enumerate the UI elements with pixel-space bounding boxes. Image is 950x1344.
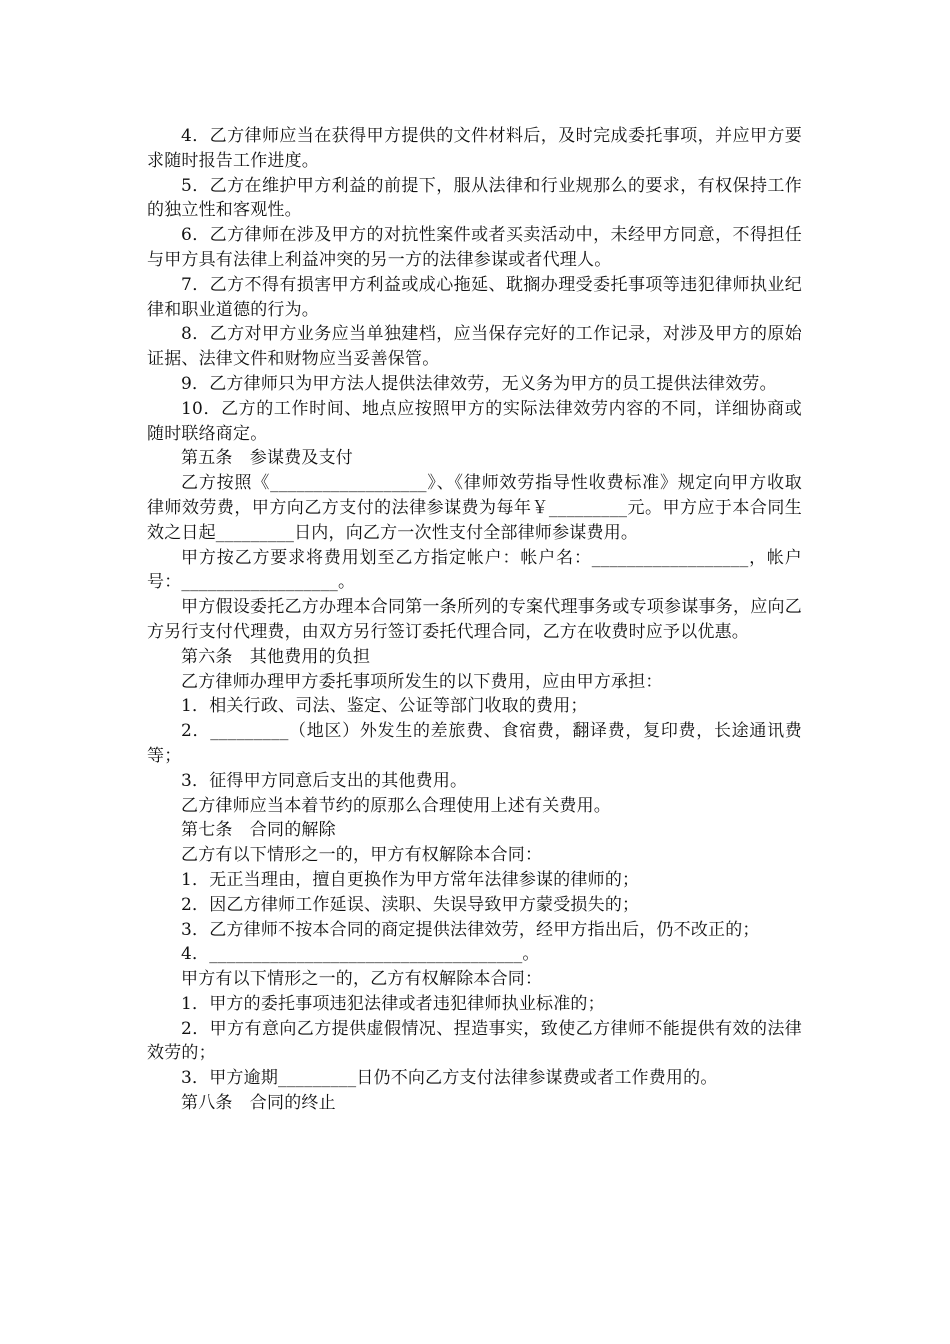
contract-body bbox=[147, 124, 802, 1116]
expenses-intro-paragraph: 乙方律师办理甲方委托事项所发生的以下费用，应由甲方承担： bbox=[181, 671, 663, 692]
clause-4-paragraph: 4．乙方律师应当在获得甲方提供的文件材料后，及时完成委托事项，并应甲方要求随时报告工作进度。 bbox=[147, 126, 802, 171]
party-b-termination-item-2: 2．甲方有意向乙方提供虚假情况、捏造事实，致使乙方律师不能提供有效的法律效劳的； bbox=[147, 1018, 802, 1064]
party-a-termination-item-4: 4．____________________________________。 bbox=[181, 944, 540, 965]
expense-item-1: 1．相关行政、司法、鉴定、公证等部门收取的费用； bbox=[181, 696, 588, 717]
expense-economy-paragraph: 乙方律师应当本着节约的原那么合理使用上述有关费用。 bbox=[181, 795, 611, 816]
clause-9-paragraph: 9．乙方律师只为甲方法人提供法律效劳，无义务为甲方的员工提供法律效劳。 bbox=[181, 373, 777, 394]
party-a-termination-intro: 乙方有以下情形之一的，甲方有权解除本合同： bbox=[181, 845, 543, 866]
article-6-heading: 第六条 其他费用的负担 bbox=[181, 646, 371, 667]
party-b-termination-item-1: 1．甲方的委托事项违犯法律或者违犯律师执业标准的； bbox=[181, 993, 605, 1014]
fee-standard-paragraph: 乙方按照《__________________》、《律师效劳指导性收费标准》规定向甲方收取律师效劳费，甲方向乙方支付的法律参谋费为每年￥_________元。甲方应于本合同生效之日起_________日内，向乙方一次性支付全部律师参谋费用。 bbox=[147, 473, 802, 543]
party-a-termination-item-1: 1．无正当理由，擅自更换作为甲方常年法律参谋的律师的； bbox=[181, 869, 640, 890]
clause-6-paragraph: 6．乙方律师在涉及甲方的对抗性案件或者买卖活动中，未经甲方同意，不得担任与甲方具有法律上利益冲突的另一方的法律参谋或者代理人。 bbox=[147, 225, 802, 270]
expense-item-2: 2．_________（地区）外发生的差旅费、食宿费，翻译费，复印费，长途通讯费等； bbox=[147, 721, 802, 766]
additional-agency-paragraph: 甲方假设委托乙方办理本合同第一条所列的专案代理事务或专项参谋事务，应向乙方另行支付代理费，由双方另行签订委托代理合同，乙方在收费时应予以优惠。 bbox=[147, 597, 802, 642]
party-b-termination-intro: 甲方有以下情形之一的，乙方有权解除本合同： bbox=[181, 969, 543, 990]
party-a-termination-item-2: 2．因乙方律师工作延误、渎职、失误导致甲方蒙受损失的； bbox=[181, 894, 640, 915]
party-b-termination-item-3: 3．甲方逾期_________日仍不向乙方支付法律参谋费或者工作费用的。 bbox=[181, 1068, 718, 1089]
clause-10-paragraph: 10．乙方的工作时间、地点应按照甲方的实际法律效劳内容的不同，详细协商或随时联络商定。 bbox=[147, 398, 802, 444]
account-paragraph: 甲方按乙方要求将费用划至乙方指定帐户：帐户名：__________________，帐户号：__________________。 bbox=[147, 547, 802, 593]
clause-8-paragraph: 8．乙方对甲方业务应当单独建档，应当保存完好的工作记录，对涉及甲方的原始证据、法律文件和财物应当妥善保管。 bbox=[147, 324, 802, 370]
party-a-termination-item-3: 3．乙方律师不按本合同的商定提供法律效劳，经甲方指出后，仍不改正的； bbox=[181, 919, 760, 940]
article-7-heading: 第七条 合同的解除 bbox=[181, 820, 336, 841]
clause-5-paragraph: 5．乙方在维护甲方利益的前提下，服从法律和行业规那么的要求，有权保持工作的独立性和客观性。 bbox=[147, 175, 802, 221]
article-5-heading: 第五条 参谋费及支付 bbox=[181, 448, 353, 469]
expense-item-3: 3．征得甲方同意后支出的其他费用。 bbox=[181, 770, 468, 791]
article-8-heading: 第八条 合同的终止 bbox=[181, 1093, 336, 1114]
clause-7-paragraph: 7．乙方不得有损害甲方利益或成心拖延、耽搁办理受委托事项等违犯律师执业纪律和职业道德的行为。 bbox=[147, 274, 802, 320]
